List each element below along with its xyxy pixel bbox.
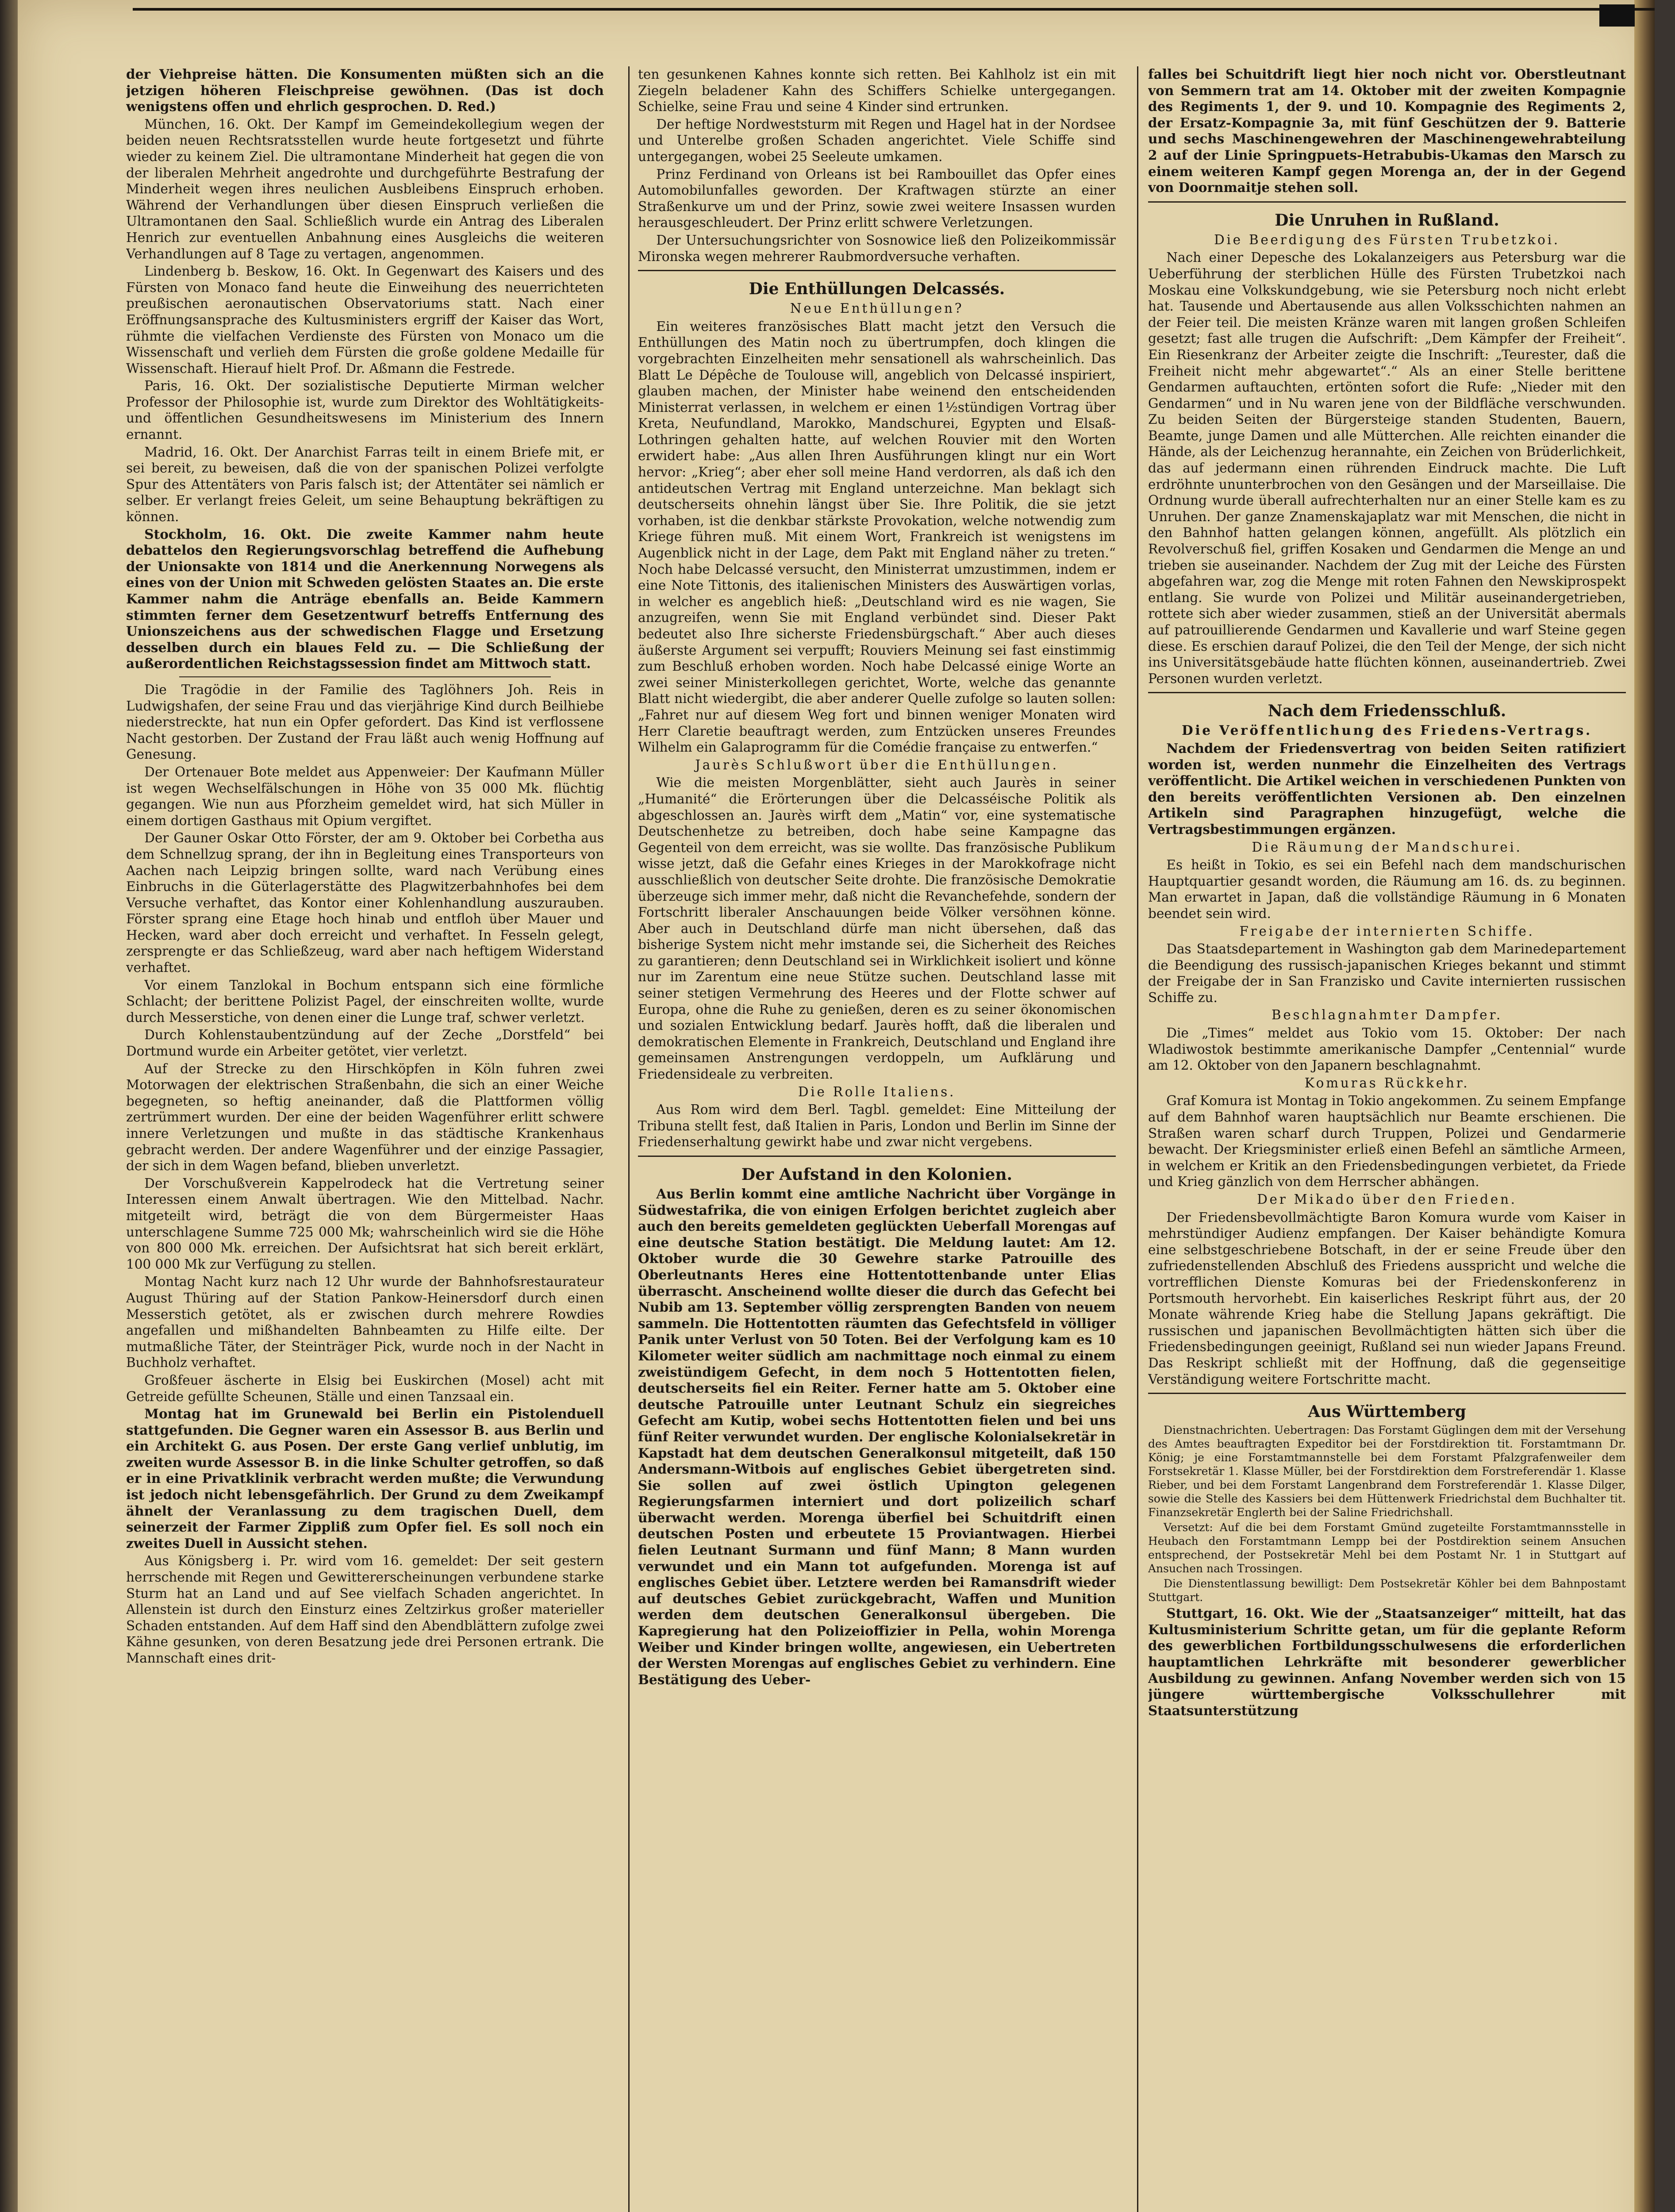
- article-schiffe: Das Staatsdepartement in Washington gab dem Marinedepartement die Beendigung des russisch-japanischen Krieges bekannt und stimmt der Freigabe der in San Franzisko und Cavite internierten russischen Schiffe zu.: [1148, 941, 1626, 1005]
- section-divider: [1148, 692, 1626, 693]
- page-left-edge: [0, 0, 18, 2212]
- article-orleans: Prinz Ferdinand von Orleans ist bei Rambouillet das Opfer eines Automobilunfalles geworden. Der Kraftwagen stürzte an einer Straßenkurve um und der Prinz, sowie zwei weitere Insassen wurden herausgeschleudert. Der Prinz erlitt schwere Verletzungen.: [638, 166, 1116, 230]
- article-dampfer: Die „Times“ meldet aus Tokio vom 15. Oktober: Der nach Wladiwostok bestimmte amerikanische Dampfer „Centennial“ wurde am 12. Oktober von den Japanern beschlagnahmt.: [1148, 1025, 1626, 1073]
- article-elsig: Großfeuer äscherte in Elsig bei Euskirchen (Mosel) acht mit Getreide gefüllte Scheunen, Ställe und einen Tanzsaal ein.: [126, 1372, 604, 1404]
- subheading-dampfer: Beschlagnahmter Dampfer.: [1271, 1007, 1503, 1023]
- section-divider: [1148, 201, 1626, 203]
- article-koeln: Auf der Strecke zu den Hirschköpfen in Köln fuhren zwei Motorwagen der elektrischen Straßenbahn, die sich an einer Weiche begegneten, so heftig aneinander, daß die Plattformen völlig zertrümmert wurden. Der eine der beiden Wagenführer erlitt schwere innere Verletzungen und mußte in das städtische Krankenhaus gebracht werden. Der andere Wagenführer und der einzige Passagier, der sich in dem Wagen befand, blieben unverletzt.: [126, 1061, 604, 1174]
- headline-kolonien: Der Aufstand in den Kolonien.: [741, 1165, 1013, 1184]
- article-madrid: Madrid, 16. Okt. Der Anarchist Farras teilt in einem Briefe mit, er sei bereit, zu beweisen, daß die von der spanischen Polizei verfolgte Spur des Attentäters von Paris falsch ist; der Attentäter sei nämlich er selber. Er verlangt freies Geleit, um seine Behauptung bekräftigen zu können.: [126, 444, 604, 525]
- article-delcasse: Ein weiteres französisches Blatt macht jetzt den Versuch die Enthüllungen des Matin noch zu übertrumpfen, doch klingen die vorgebrachten Einzelheiten mehr sensationell als wahrscheinlich. Das Blatt Le Dépêche de Toulouse will, angeblich von Delcassé inspiriert, glauben machen, der Minister habe weinend den entscheidenden Ministerrat verlassen, in welchem er einen 1½stündigen Vortrag über Kreta, Neufundland, Marokko, Mandschurei, Egypten und Elsaß-Lothringen gehalten hatte, auf welchen Rouvier mit den Worten erwidert habe: „Aus allen Ihren Ausführungen klingt nur ein Wort hervor: „Krieg“; aber eher soll meine Hand verdorren, als daß ich den antideutschen Vertrag mit England unterzeichne. Man beklagt sich deutscherseits ohnehin längst über Sie. Ihre Politik, die sie jetzt vorhaben, ist die denkbar stärkste Provokation, welche notwendig zum Kriege führen muß. Mit einem Wort, Frankreich ist wenigstens im Augenblick nicht in der Lage, dem Pakt mit England näher zu treten.“ Noch habe Delcassé versucht, den Ministerrat umzustimmen, indem er eine Note Tittonis, des italienischen Ministers des Auswärtigen vorlas, in welcher es angeblich hieß: „Deutschland wird es nie wagen, Sie anzugreifen, wenn Sie mit England verbündet sind. Dieser Pakt bedeutet also Ihre sicherste Friedensbürgschaft.“ Aber auch dieses äußerste Argument sei verpufft; Rouviers Meinung sei fast einstimmig zum Beschluß erhoben worden. Noch habe Delcassé einige Worte an zwei seiner Ministerkollegen gerichtet, Worte, welche das genannte Blatt nicht wiedergibt, die aber anderer Quelle zufolge so lauten sollen: „Fahret nur auf diesem Weg fort und binnen weniger Monaten wird Herr Claretie beauftragt werden, zum Entzücken unseres Freundes Wilhelm ein Galaprogramm für die Comédie française zu entwerfen.“: [638, 319, 1116, 755]
- article-komura: Graf Komura ist Montag in Tokio angekommen. Zu seinem Empfange auf dem Bahnhof waren hauptsächlich nur Beamte erschienen. Die Straßen waren scharf durch Truppen, Polizei und Gendarmerie bewacht. Der Kriegsminister erließ einen Befehl an sämtliche Armeen, in welchem er Kritik an den Friedensbedingungen verbietet, da Friede und Krieg gänzlich von dem Herrscher abhängen.: [1148, 1093, 1626, 1190]
- subheading-schiffe: Freigabe der internierten Schiffe.: [1239, 923, 1535, 939]
- article-sosnowice: Der Untersuchungsrichter von Sosnowice ließ den Polizeikommissär Mironska wegen mehrerer Raubmordversuche verhaften.: [638, 232, 1116, 264]
- book-binding-edge: [1634, 0, 1655, 2212]
- article-lindenberg: Lindenberg b. Beskow, 16. Okt. In Gegenwart des Kaisers und des Fürsten von Monaco fand heute die Einweihung des neuerrichteten preußischen aeronautischen Observatoriums statt. Nach einer Eröffnungsansprache des Kultusministers ergriff der Kaiser das Wort, rühmte die vielfachen Verdienste des Fürsten von Monaco um die Wissenschaft und verlieh dem Fürsten die große goldene Medaille für Wissenschaft. Hierauf hielt Prof. Dr. Aßmann die Festrede.: [126, 264, 604, 376]
- subheading-mikado: Der Mikado über den Frieden.: [1257, 1192, 1517, 1207]
- article-paragraph: falles bei Schuitdrift liegt hier noch nicht vor. Oberstleutnant von Semmern trat am 14. Oktober mit der zweiten Kompagnie des Regiments 1, der 9. und 10. Kompagnie des Regiments 2, der Ersatz-Kompagnie 3a, mit fünf Geschützen der 9. Batterie und sechs Maschinengewehren der Maschinengewehrabteilung 2 auf der Linie Springpuets-Hetrabubis-Ukamas den Marsch zu einem weiteren Kampf gegen Morenga an, der in der Gegend von Doornmaitje stehen soll.: [1148, 66, 1626, 196]
- subheading-russland: Die Beerdigung des Fürsten Trubetzkoi.: [1214, 232, 1560, 247]
- article-dortmund: Durch Kohlenstaubentzündung auf der Zeche „Dorstfeld“ bei Dortmund wurde ein Arbeiter getötet, vier verletzt.: [126, 1027, 604, 1059]
- article-kolonien: Aus Berlin kommt eine amtliche Nachricht über Vorgänge in Südwestafrika, die von einigen Erfolgen berichtet zugleich aber auch den bereits gemeldeten geglückten Ueberfall Morengas auf eine deutsche Station bestätigt. Die Meldung lautet: Am 12. Oktober wurde die 30 Gewehre starke Patrouille des Oberleutnants Heres eine Hottentottenbande unter Elias überrascht. Anscheinend wollte dieser die durch das Gefecht bei Nubib am 13. September völlig zersprengten Banden von neuem sammeln. Die Hottentotten räumten das Gefechtsfeld in völliger Panik unter Verlust von 50 Toten. Bei der Verfolgung kam es 10 Kilometer weiter südlich am nachmittage noch einmal zu einem zweistündigem Gefecht, in dem noch 5 Hottentotten fielen, deutscherseits fiel ein Reiter. Ferner hatte am 5. Oktober eine deutsche Patrouille unter Leutnant Schulz ein siegreiches Gefecht am Kutip, wobei sechs Hottentotten fielen und bei uns fünf Reiter verwundet wurden. Der englische Kolonialsekretär in Kapstadt hat dem deutschen Generalkonsul mitgeteilt, daß 150 Andersmann-Witbois auf englisches Gebiet übergetreten sind. Sie sollen auf zwei östlich Upington gelegenen Regierungsfarmen interniert und dort polizeilich scharf überwacht werden. Morenga überfiel bei Schuitdrift einen deutschen Posten und erbeutete 15 Proviantwagen. Hierbei fielen Leutnant Surmann und fünf Mann; 8 Mann wurden verwundet und ein Mann tot aufgefunden. Morenga ist auf englisches Gebiet über. Letztere werden bei Ramansdrift wieder auf deutsches Gebiet zurückgebracht, Waffen und Munition werden dem deutschen Generalkonsul übergeben. Die Kapregierung hat den Polizeioffizier in Pella, wohin Morenga Weiber und Kinder bringen wollte, angewiesen, ein Uebertreten der Wersten Morengas auf englisches Gebiet zu verhindern. Eine Bestätigung des Ueber-: [638, 1186, 1116, 1687]
- column-3: [1148, 66, 1626, 2212]
- article-paris: Paris, 16. Okt. Der sozialistische Deputierte Mirman welcher Professor der Philosophie ist, wurde zum Direktor des Wohltätigkeits- und öffentlichen Gesundheitswesens im Ministerium des Innern ernannt.: [126, 378, 604, 442]
- article-russland: Nach einer Depesche des Lokalanzeigers aus Petersburg war die Ueberführung der sterblichen Hülle des Fürsten Trubetzkoi nach Moskau eine Volkskundgebung, wie sie Petersburg noch nicht erlebt hat. Tausende und Abertausende aus allen Volksschichten nahmen an der Feier teil. Die meisten Kränze waren mit langen großen Schleifen gesetzt; fast alle trugen die Aufschrift: „Dem Kämpfer der Freiheit“. Ein Riesenkranz der Arbeiter zeigte die Inschrift: „Teurester, daß die Freiheit nicht mehr abgewartet“.“ Als an einer Stelle berittene Gendarmen auftauchten, ertönten sofort die Rufe: „Nieder mit den Gendarmen“ und in Nu waren jene von der Bildfläche verschwunden. Zu beiden Seiten der Bürgersteige standen Studenten, Bauern, Beamte, junge Damen und alle Mütterchen. Alle reichten einander die Hände, als der Leichenzug herannahte, ein Zeichen von Brüderlichkeit, das auf jedermann einen rührenden Eindruck machte. Die Luft erdröhnte ununterbrochen von den Gesängen und der Marseillaise. Die Ordnung wurde überall aufrechterhalten nur an einer Stelle kam es zu Unruhen. Der ganze Znamenskajaplatz war mit Menschen, die nicht in den Bahnhof hatten gelangen können, angefüllt. Als plötzlich ein Revolverschuß fiel, griffen Kosaken und Gendarmen die Menge an und trieben sie auseinander. Nachdem der Zug mit der Leiche des Fürsten abgefahren war, zog die Menge mit roten Fahnen den Newskiprospekt entlang. Sie wurde von Polizei und Militär auseinandergetrieben, rottete sich aber wieder zusammen, stieß an der Universität abermals auf patrouillierende Gendarmen und Kavallerie und warf Steine gegen diese. Es erschien darauf Polizei, die den Teil der Menge, der sich nicht ins Universitätsgebäude hatte flüchten können, auseinandertrieb. Zwei Personen wurden verletzt.: [1148, 250, 1626, 686]
- headline-frieden: Nach dem Friedensschluß.: [1268, 702, 1506, 721]
- article-kappelrodeck: Der Vorschußverein Kappelrodeck hat die Vertretung seiner Interessen einem Anwalt übertragen. Wie den Mittelbad. Nachr. mitgeteilt wird, beträgt die von dem Bürgermeister Haas unterschlagene Summe 725 000 Mk; wahrscheinlich wird sie die Höhe von 800 000 Mk. erreichen. Der Aufsichtsrat hat sich bereit erklärt, 100 000 Mk zur Verfügung zu stellen.: [126, 1175, 604, 1272]
- subheading-italien: Die Rolle Italiens.: [798, 1084, 956, 1099]
- article-paragraph: der Viehpreise hätten. Die Konsumenten müßten sich an die jetzigen höheren Fleischpreise gewöhnen. (Das ist doch wenigstens offen und ehrlich gesprochen. D. Red.): [126, 66, 604, 115]
- subheading-jaures: Jaurès Schlußwort über die Enthüllungen.: [695, 757, 1059, 772]
- column-2: [638, 66, 1116, 2212]
- subheading-komura: Komuras Rückkehr.: [1304, 1075, 1470, 1091]
- headline-wuerttemberg: Aus Württemberg: [1308, 1402, 1466, 1421]
- article-dienstnachrichten: Dienstnachrichten. Uebertragen: Das Forstamt Güglingen dem mit der Versehung des Amtes beauftragten Expeditor bei der Forstdirektion tit. Forstamtmann Dr. König; je eine Forstamtmannstelle bei dem Forstamt Pfalzgrafenweiler dem Forstsekretär 1. Klasse Müller, bei der Forstdirektion dem Forstreferendär 1. Klasse Rieber, und bei dem Forstamt Langenbrand dem Forstreferendär 1. Klasse Dilger, sowie die Stelle des Kassiers bei dem Hüttenwerk Friedrichstal dem Buchhalter tit. Finanzsekretär Englerth bei der Saline Friedrichshall.: [1148, 1424, 1626, 1519]
- article-duell: Montag hat im Grunewald bei Berlin ein Pistolenduell stattgefunden. Die Gegner waren ein Assessor B. aus Berlin und ein Architekt G. aus Posen. Der erste Gang verlief unblutig, im zweiten wurde Assessor B. in die linke Schulter getroffen, so daß er in eine Privatklinik verbracht werden mußte; die Verwundung ist jedoch nicht lebensgefährlich. Der Grund zu dem Zweikampf ähnelt der Veranlassung zu dem tragischen Duell, dem seinerzeit der Farmer Zippliß zum Opfer fiel. Es soll noch ein zweites Duell in Aussicht stehen.: [126, 1406, 604, 1551]
- column-rule-2: [1137, 66, 1138, 2212]
- column-rule-1: [628, 66, 630, 2212]
- article-raeumung: Es heißt in Tokio, es sei ein Befehl nach dem mandschurischen Hauptquartier gesandt worden, die Räumung am 16. ds. zu beginnen. Man erwartet in Japan, daß die vollständige Räumung in 6 Monaten beendet sein wird.: [1148, 857, 1626, 921]
- headline-russland: Die Unruhen in Rußland.: [1275, 211, 1499, 230]
- article-versetzt: Versetzt: Auf die bei dem Forstamt Gmünd zugeteilte Forstamtmannsstelle in Heubach den Forstamtmann Lempp bei der Postdirektion seinem Ansuchen entsprechend, der Postsekretär Mehl bei dem Postamt Nr. 1 in Stuttgart auf Ansuchen nach Trossingen.: [1148, 1521, 1626, 1575]
- headline-delcasse: Die Enthüllungen Delcassés.: [749, 280, 1005, 299]
- section-divider: [638, 270, 1116, 271]
- article-ortenauer: Der Ortenauer Bote meldet aus Appenweier: Der Kaufmann Müller ist wegen Wechselfälschungen in Höhe von 35 000 Mk. flüchtig gegangen. Wie nun aus Pforzheim gemeldet wird, hat sich Müller in einem dortigen Gasthaus mit Opium vergiftet.: [126, 764, 604, 828]
- article-stuttgart: Stuttgart, 16. Okt. Wie der „Staatsanzeiger“ mitteilt, hat das Kultusministerium Schritte getan, um für die geplante Reform des gewerblichen Fortbildungsschulwesens die erforderlichen hauptamtlichen Lehrkräfte mit besonderer gewerblicher Ausbildung zu gewinnen. Anfang November werden sich von 15 jüngere württembergische Volksschullehrer mit Staatsunterstützung: [1148, 1605, 1626, 1718]
- article-sturm: Der heftige Nordweststurm mit Regen und Hagel hat in der Nordsee und Unterelbe großen Schaden angerichtet. Viele Schiffe sind untergegangen, wobei 25 Seeleute umkamen.: [638, 116, 1116, 164]
- article-italien: Aus Rom wird dem Berl. Tagbl. gemeldet: Eine Mitteilung der Tribuna stellt fest, daß Italien in Paris, London und Berlin im Sinne der Friedenserhaltung gewirkt habe und zwar nicht vergebens.: [638, 1102, 1116, 1150]
- article-paragraph: ten gesunkenen Kahnes konnte sich retten. Bei Kahlholz ist ein mit Ziegeln beladener Kahn des Schiffers Schielke untergegangen. Schielke, seine Frau und seine 4 Kinder sind ertrunken.: [638, 67, 1116, 115]
- article-jaures: Wie die meisten Morgenblätter, sieht auch Jaurès in seiner „Humanité“ die Erörterungen über die Delcasséische Politik als abgeschlossen an. Jaurès wirft dem „Matin“ vor, eine systematische Deutschenhetze zu betreiben, doch habe seine Kampagne das Gegenteil von dem erreicht, was sie wollte. Das französische Publikum wisse jetzt, daß die Gefahr eines Krieges in der Marokkofrage nicht ausschließlich von deutscher Seite drohte. Die französische Demokratie überzeuge sich immer mehr, daß nicht die Revanchefehde, sondern der Fortschritt liberaler Anschauungen beide Völker versöhnen könne. Aber auch in Deutschland dürfe man nicht übersehen, daß das bisherige System nicht mehr imstande sei, die Sicherheit des Reiches zu garantieren; denn Deutschland sei in Wirklichkeit isoliert und könne nur im Zarentum eine neue Stütze suchen. Deutschland lasse mit seiner stetigen Vermehrung des Heeres und der Flotte schwer auf Europa, ohne die Ruhe zu genießen, deren es zu seiner ökonomischen und sozialen Entwicklung bedarf. Jaurès hofft, daß die liberalen und demokratischen Elemente in Frankreich, Deutschland und England ihre gemeinsamen Anstrengungen verdoppeln, um Aufklärung und Friedensideale zu verbreiten.: [638, 775, 1116, 1082]
- article-pankow: Montag Nacht kurz nach 12 Uhr wurde der Bahnhofsrestaurateur August Thüring auf der Station Pankow-Heinersdorf durch einen Messerstich getötet, als er zwischen durch mehrere Rowdies angefallen und mißhandelten Bahnbeamten zu Hilfe eilte. Der mutmaßliche Täter, der Steinträger Pick, wurde noch in der Nacht in Buchholz verhaftet.: [126, 1274, 604, 1371]
- article-bochum: Vor einem Tanzlokal in Bochum entspann sich eine förmliche Schlacht; der berittene Polizist Pagel, der einschreiten wollte, wurde durch Messerstiche, von denen einer die Lunge traf, schwer verletzt.: [126, 977, 604, 1025]
- section-divider: [179, 676, 551, 677]
- subheading-delcasse: Neue Enthüllungen?: [790, 301, 964, 316]
- article-dienstentlassung: Die Dienstentlassung bewilligt: Dem Postsekretär Köhler bei dem Bahnpostamt Stuttgart.: [1148, 1577, 1626, 1604]
- article-tragoedie: Die Tragödie in der Familie des Taglöhners Joh. Reis in Ludwigshafen, der seine Frau und das vierjährige Kind durch Beilhiebe niederstreckte, hat nun ein Opfer gefordert. Das Kind ist verflossene Nacht gestorben. Der Zustand der Frau läßt auch wenig Hoffnung auf Genesung.: [126, 682, 604, 762]
- article-frieden: Nachdem der Friedensvertrag von beiden Seiten ratifiziert worden ist, werden nunmehr die Einzelheiten des Vertrags veröffentlicht. Die Artikel weichen in verschiedenen Punkten von den bereits veröffentlichten Versionen ab. Den einzelnen Artikeln sind Paragraphen hinzugefügt, welche die Vertragsbestimmungen ergänzen.: [1148, 740, 1626, 837]
- subheading-raeumung: Die Räumung der Mandschurei.: [1252, 839, 1522, 855]
- article-koenigsberg: Aus Königsberg i. Pr. wird vom 16. gemeldet: Der seit gestern herrschende mit Regen und Gewittererscheinungen verbundene starke Sturm hat an Land und auf See vielfach Schaden angerichtet. In Allenstein ist durch den Einsturz eines Zeltzirkus großer materieller Schaden entstanden. Auf dem Haff sind den Abendblättern zufolge zwei Kähne gesunken, von deren Besatzung jede drei Personen ertrank. Die Mannschaft eines drit-: [126, 1553, 604, 1666]
- section-divider: [638, 1156, 1116, 1157]
- subheading-frieden: Die Veröffentlichung des Friedens-Vertrags.: [1182, 722, 1592, 738]
- corner-mark: [1599, 4, 1635, 27]
- article-mikado: Der Friedensbevollmächtigte Baron Komura wurde vom Kaiser in mehrstündiger Audienz empfangen. Der Kaiser behändigte Komura eine selbstgeschriebene Botschaft, in der er seine Freude über den zufriedenstellenden Abschluß des Friedens ausspricht und welche die vortrefflichen Dienste Komuras bei der Friedenskonferenz in Portsmouth hervorhebt. Ein kaiserliches Reskript führt aus, der 20 Monate währende Krieg habe die Stellung Japans gekräftigt. Die russischen und japanischen Bevollmächtigten hätten sich über die Friedensbedingungen geeinigt, Rußland sei nun wieder Japans Freund. Das Reskript schließt mit der Hoffnung, daß die gegenseitige Verständigung weitere Fortschritte macht.: [1148, 1210, 1626, 1387]
- article-foerster: Der Gauner Oskar Otto Förster, der am 9. Oktober bei Corbetha aus dem Schnellzug sprang, der ihn in Begleitung eines Transporteurs von Aachen nach Leipzig bringen sollte, ward nach Verübung eines Einbruchs in die Güterlagerstätte des Plagwitzerbahnhofes bei dem Versuche verhaftet, das Kontor einer Kohlenhandlung auszurauben. Förster sprang eine Etage hoch hinab und entfloh über Mauer und Hecken, ward aber doch erreicht und verhaftet. In Fesseln gelegt, zersprengte er das Schließzeug, ward aber nach heftigem Widerstand verhaftet.: [126, 830, 604, 975]
- top-rule: [133, 8, 1655, 11]
- article-muenchen: München, 16. Okt. Der Kampf im Gemeindekollegium wegen der beiden neuen Rechtsratsstellen wurde heute fortgesetzt und führte wieder zu keinem Ziel. Die ultramontane Minderheit hat gegen die von der liberalen Mehrheit angedrohte und durchgeführte Bestrafung der Minderheit wegen ihres neulichen Ausbleibens Einspruch erhoben. Während der Verhandlungen über diesen Einspruch verließen die Ultramontanen den Saal. Schließlich wurde ein Antrag des Liberalen Henrich zur eventuellen Anbahnung eines Ausgleichs die weiteren Verhandlungen auf 8 Tage zu vertagen, angenommen.: [126, 116, 604, 261]
- column-1: [126, 66, 604, 2212]
- article-stockholm: Stockholm, 16. Okt. Die zweite Kammer nahm heute debattelos den Regierungsvorschlag betreffend die Aufhebung der Unionsakte von 1814 und die Anerkennung Norwegens als eines von der Union mit Schweden gelösten Staates an. Die erste Kammer nahm die Anträge ebenfalls an. Beide Kammern stimmten ferner dem Gesetzentwurf betreffs Entfernung des Unionszeichens aus der schwedischen Flagge und Ersetzung desselben durch ein blaues Feld zu. — Die Schließung der außerordentlichen Reichstagssession findet am Mittwoch statt.: [126, 526, 604, 672]
- section-divider: [1148, 1393, 1626, 1394]
